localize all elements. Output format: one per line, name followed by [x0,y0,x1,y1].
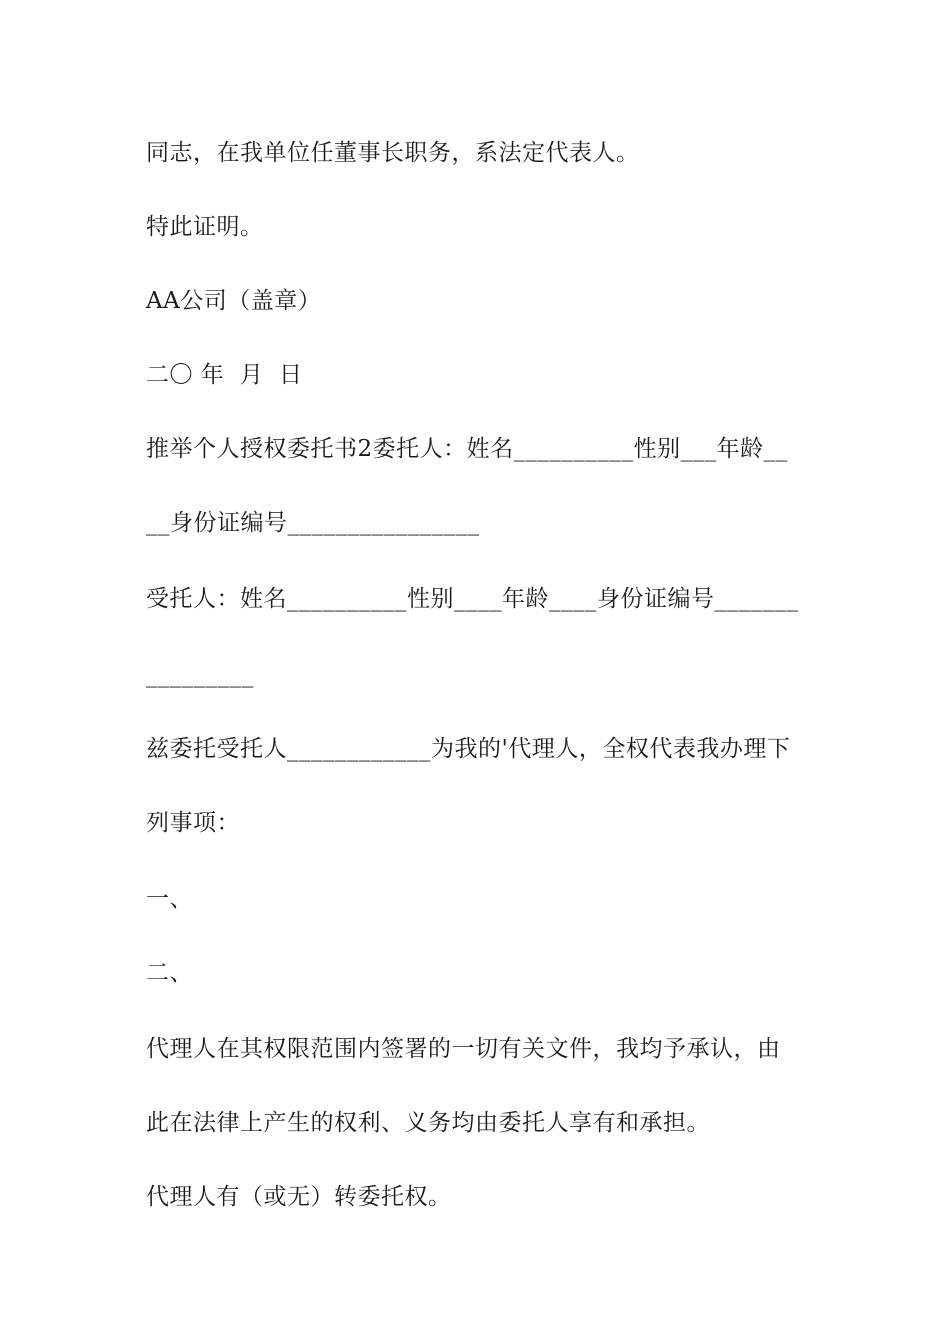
paragraph-line: 同志，在我单位任董事长职务，系法定代表人。 [146,140,640,166]
paragraph-line: 特此证明。 [146,214,264,240]
company-seal-line: AA公司（盖章） [146,288,322,314]
paragraph-line: 推举个人授权委托书2委托人：姓名__________性别___年龄__ [146,436,788,462]
paragraph-line: 受托人：姓名__________性别____年龄____身份证编号_______ [146,586,799,612]
paragraph-line: 代理人有（或无）转委托权。 [146,1184,452,1210]
date-line: 二〇 年 月 日 [146,362,303,388]
paragraph-line: 兹委托受托人____________为我的'代理人，全权代表我办理下 [146,736,791,762]
paragraph-line: __身份证编号________________ [146,510,480,536]
paragraph-line: 列事项： [146,810,240,836]
list-item: 二、 [146,960,193,986]
list-item: 一、 [146,886,193,912]
paragraph-line: 此在法律上产生的权利、义务均由委托人享有和承担。 [146,1110,710,1136]
paragraph-line: _________ [146,662,254,688]
paragraph-line: 代理人在其权限范围内签署的一切有关文件，我均予承认，由 [146,1036,781,1062]
